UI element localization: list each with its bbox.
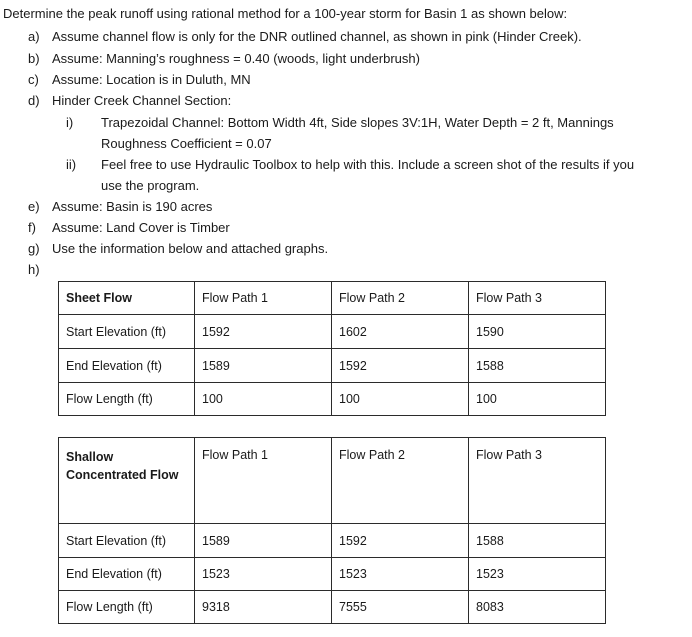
list-text: Use the information below and attached graphs. [52,241,329,256]
list-label: f) [28,220,36,235]
sheet-flow-table [58,281,606,416]
table-row [59,558,606,591]
table-row [59,524,606,558]
table-header-cell: Flow Path 3 [469,438,606,524]
table-cell: 8083 [469,591,606,624]
sub-text-line1: Feel free to use Hydraulic Toolbox to help with this. Include a screen shot of the results if you [101,157,635,172]
list-label: a) [28,29,40,44]
table-row [59,315,606,349]
table-cell: 1592 [332,349,469,383]
table-row [59,591,606,624]
table-cell: Start Elevation (ft) [59,524,195,558]
sub-label: ii) [66,157,77,172]
list-text: Assume: Basin is 190 acres [52,199,213,214]
table-header-cell: Flow Path 2 [332,282,469,315]
table-cell: 1588 [469,524,606,558]
problem-intro: Determine the peak runoff using rational method for a 100-year storm for Basin 1 as shown below: [3,6,568,21]
list-label: c) [28,72,39,87]
table-cell: 1523 [195,558,332,591]
table-header-cell: Flow Path 1 [195,438,332,524]
list-text: Assume: Manning’s roughness = 0.40 (woods, light underbrush) [52,51,420,66]
list-label: g) [28,241,40,256]
table-cell: 1523 [332,558,469,591]
list-label: h) [28,262,40,277]
table-cell: Start Elevation (ft) [59,315,195,349]
table-cell: 100 [332,383,469,416]
list-label: b) [28,51,40,66]
table-cell: End Elevation (ft) [59,349,195,383]
table-cell: Flow Length (ft) [59,591,195,624]
list-text: Hinder Creek Channel Section: [52,93,232,108]
table-row [59,349,606,383]
table-cell: 1589 [195,349,332,383]
shallow-concentrated-flow-table [58,437,606,624]
table-cell: Flow Length (ft) [59,383,195,416]
table-cell: 9318 [195,591,332,624]
table-cell: 1590 [469,315,606,349]
table-cell: 1588 [469,349,606,383]
table-cell: 1592 [195,315,332,349]
table-cell: 1589 [195,524,332,558]
list-text: Assume: Location is in Duluth, MN [52,72,251,87]
sub-text-line2: Roughness Coefficient = 0.07 [101,136,272,151]
table-cell: 1602 [332,315,469,349]
table-header-cell: Flow Path 2 [332,438,469,524]
table-header-cell: Flow Path 3 [469,282,606,315]
sub-label: i) [66,115,74,130]
table-cell: End Elevation (ft) [59,558,195,591]
list-label: e) [28,199,40,214]
list-text: Assume channel flow is only for the DNR outlined channel, as shown in pink (Hinder Creek). [52,29,582,44]
list-text: Assume: Land Cover is Timber [52,220,230,235]
sub-text-line2: use the program. [101,178,200,193]
table-cell: 100 [469,383,606,416]
table-header-cell: Shallow Concentrated Flow [59,438,195,524]
table-row [59,383,606,416]
list-label: d) [28,93,40,108]
table-cell: 1592 [332,524,469,558]
table-header-row [59,282,606,315]
table-header-row [59,438,606,524]
table-cell: 7555 [332,591,469,624]
table-header-cell: Sheet Flow [59,282,195,315]
table-cell: 1523 [469,558,606,591]
sub-text-line1: Trapezoidal Channel: Bottom Width 4ft, Side slopes 3V:1H, Water Depth = 2 ft, Mannings [101,115,614,130]
table-header-cell: Flow Path 1 [195,282,332,315]
table-cell: 100 [195,383,332,416]
